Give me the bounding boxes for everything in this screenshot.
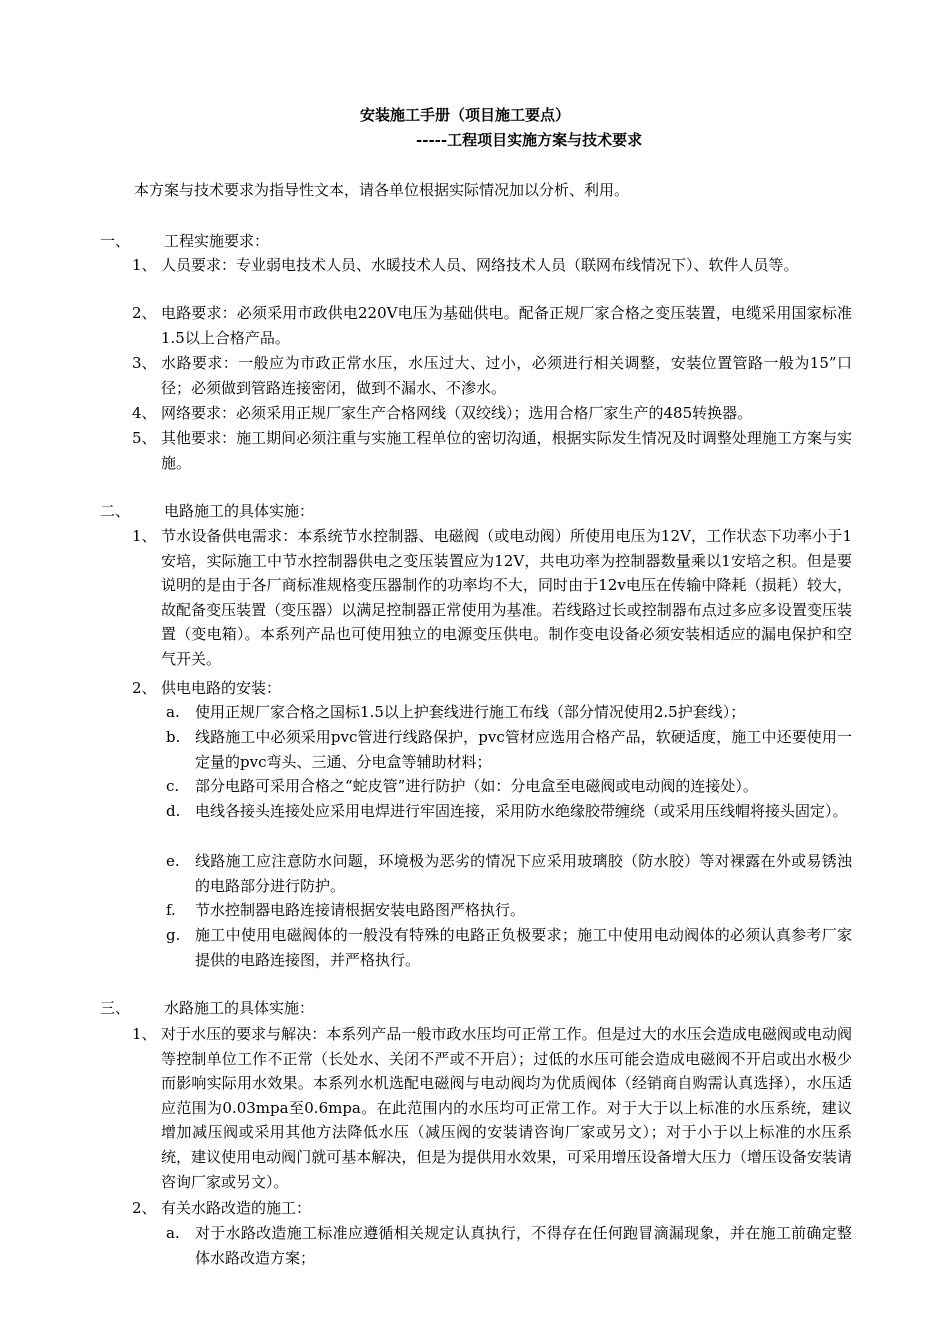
sub-item-text: 电线各接头连接处应采用电焊进行牢固连接，采用防水绝缘胶带缠绕（或采用压线帽将接头固定）。 [195, 802, 848, 820]
sub-list-item [166, 725, 852, 774]
item-text: 有关水路改造的施工： [161, 1199, 312, 1217]
sub-list-item [166, 849, 852, 898]
section-title: 工程实施要求： [164, 232, 270, 250]
section-number: 三、 [100, 999, 131, 1017]
item-number: 1、 [132, 1025, 157, 1043]
list-item [132, 426, 852, 475]
item-number: 5、 [132, 429, 157, 447]
sub-item-text: 对于水路改造施工标准应遵循相关规定认真执行，不得存在任何跑冒滴漏现象，并在施工前确定整体水路改造方案； [195, 1224, 852, 1267]
sub-item-letter: g. [166, 926, 181, 944]
sub-item-letter: f. [166, 901, 176, 919]
list-item [132, 1022, 852, 1194]
section-number: 一、 [100, 232, 131, 250]
sub-item-text: 施工中使用电磁阀体的一般没有特殊的电路正负极要求；施工中使用电动阀体的必须认真参考厂家提供的电路连接图，并严格执行。 [195, 926, 852, 969]
sub-item-letter: b. [166, 728, 181, 746]
document-title: 安装施工手册（项目施工要点） [360, 106, 571, 124]
sub-list-item [166, 923, 852, 972]
sub-list-item [166, 700, 852, 725]
item-text: 对于水压的要求与解决：本系列产品一般市政水压均可正常工作。但是过大的水压会造成电磁阀或电动阀等控制单位工作不正常（长处水、关闭不严或不开启）；过低的水压可能会造成电磁阀不开启或出水极少而影响实际用水效果。本系列水机选配电磁阀与电动阀均为优质阀体（经销商自购需认真选择），水压适应范围为0.03mpa至0.6mpa。在此范围内的水压均可正常工作。对于大于以上标准的水压系统，建议增加减压阀或采用其他方法降低水压（减压阀的安装请咨询厂家或另文）；对于小于以上标准的水压系统，建议使用电动阀门就可基本解决，但是为提供用水效果，可采用增压设备增大压力（增压设备安装请咨询厂家或另文）。 [161, 1025, 852, 1191]
item-text: 供电电路的安装： [161, 679, 282, 697]
item-text: 电路要求：必须采用市政供电220V电压为基础供电。配备正规厂家合格之变压装置，电缆采用国家标准1.5以上合格产品。 [161, 304, 852, 347]
intro-paragraph: 本方案与技术要求为指导性文本，请各单位根据实际情况加以分析、利用。 [134, 181, 630, 199]
sub-item-letter: c. [166, 777, 180, 795]
sub-item-text: 节水控制器电路连接请根据安装电路图严格执行。 [195, 901, 526, 919]
list-item [132, 301, 852, 350]
sub-item-text: 线路施工中必须采用pvc管进行线路保护，pvc管材应选用合格产品，软硬适度，施工中还要使用一定量的pvc弯头、三通、分电盒等辅助材料； [195, 728, 852, 771]
list-item [132, 401, 852, 426]
section-2-heading [100, 500, 314, 521]
item-number: 2、 [132, 304, 157, 322]
item-number: 2、 [132, 1199, 157, 1217]
item-number: 1、 [132, 256, 157, 274]
item-text: 人员要求：专业弱电技术人员、水暖技术人员、网络技术人员（联网布线情况下）、软件人员等。 [161, 256, 799, 274]
sub-item-text: 使用正规厂家合格之国标1.5以上护套线进行施工布线（部分情况使用2.5护套线）； [195, 703, 746, 721]
sub-item-letter: a. [166, 1224, 180, 1242]
section-title: 电路施工的具体实施： [164, 502, 315, 520]
sub-list-item [166, 774, 852, 799]
document-subtitle: -----工程项目实施方案与技术要求 [416, 131, 643, 149]
item-text: 节水设备供电需求：本系统节水控制器、电磁阀（或电动阀）所使用电压为12V，工作状态下功率小于1安培，实际施工中节水控制器供电之变压装置应为12V，共电功率为控制器数量乘以1安培之积。但是要说明的是由于各厂商标准规格变压器制作的功率均不大，同时由于12v电压在传输中降耗（损耗）较大，故配备变压装置（变压器）以满足控制器正常使用为基准。若线路过长或控制器布点过多应多设置变压装置（变电箱）。本系列产品也可使用独立的电源变压供电。制作变电设备必须安装相适应的漏电保护和空气开关。 [161, 527, 852, 668]
section-3-heading [100, 997, 314, 1018]
item-number: 4、 [132, 404, 157, 422]
list-item [132, 524, 852, 672]
item-number: 2、 [132, 679, 157, 697]
item-number: 3、 [132, 354, 157, 372]
list-item [132, 1196, 852, 1221]
list-item [132, 351, 852, 400]
sub-list-item [166, 898, 852, 923]
item-text: 网络要求：必须采用正规厂家生产合格网线（双绞线）；选用合格厂家生产的485转换器。 [161, 404, 753, 422]
sub-item-letter: d. [166, 802, 181, 820]
sub-item-letter: e. [166, 852, 180, 870]
sub-list-item [166, 799, 852, 824]
sub-item-text: 线路施工应注意防水问题，环境极为恶劣的情况下应采用玻璃胶（防水胶）等对裸露在外或易锈浊的电路部分进行防护。 [195, 852, 852, 895]
item-text: 水路要求：一般应为市政正常水压，水压过大、过小，必须进行相关调整，安装位置管路一般为15”口径；必须做到管路连接密闭，做到不漏水、不渗水。 [161, 354, 852, 397]
sub-item-letter: a. [166, 703, 180, 721]
item-number: 1、 [132, 527, 157, 545]
sub-item-text: 部分电路可采用合格之“蛇皮管”进行防护（如：分电盒至电磁阀或电动阀的连接处）。 [195, 777, 758, 795]
section-title: 水路施工的具体实施： [164, 999, 315, 1017]
section-number: 二、 [100, 502, 131, 520]
list-item [132, 253, 852, 278]
sub-list-item [166, 1221, 852, 1270]
list-item [132, 676, 852, 701]
item-text: 其他要求：施工期间必须注重与实施工程单位的密切沟通，根据实际发生情况及时调整处理施工方案与实施。 [161, 429, 852, 472]
section-1-heading [100, 230, 269, 251]
